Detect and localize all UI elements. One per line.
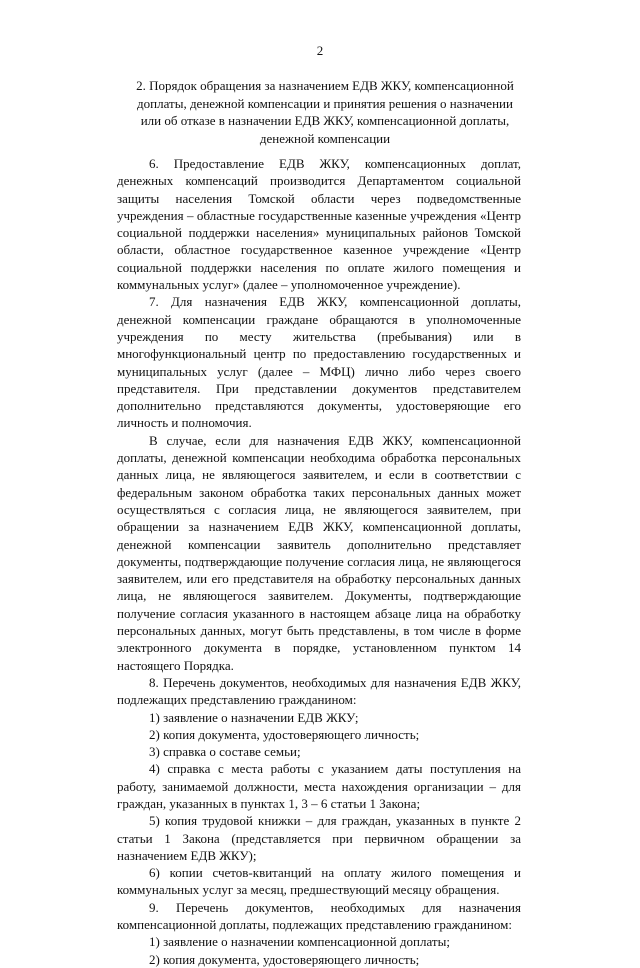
paragraph-6: 6. Предоставление ЕДВ ЖКУ, компенсационных доплат, денежных компенсаций производится Департаментом социальной защиты населения Томской области через подведомственные учреждения – областные государственные казенные учреждения «Центр социальной поддержки населения» муниципальных районов Томской области, областное государственное казенное учреждение «Центр социальной поддержки населения по оплате жилого помещения и коммунальных услуг» (далее – уполномоченное учреждение). <box>117 156 521 293</box>
body-text <box>117 155 521 968</box>
paragraph-7: 7. Для назначения ЕДВ ЖКУ, компенсационной доплаты, денежной компенсации граждане обращаются в уполномоченные учреждения по месту жительства (пребывания) или в многофункциональный центр по предоставлению государственных и муниципальных услуг (далее – МФЦ) лично либо через своего представителя. При представлении документов представителем дополнительно представляются документы, удостоверяющие его личность и полномочия. <box>117 294 521 431</box>
list-item: 2) копия документа, удостоверяющего личность; <box>149 951 420 967</box>
list-item: 6) копии счетов-квитанций на оплату жилого помещения и коммунальных услуг за месяц, предшествующий месяцу обращения. <box>117 865 521 898</box>
paragraph-9: 9. Перечень документов, необходимых для назначения компенсационной доплаты, подлежащих представлению гражданином: <box>117 899 521 933</box>
list-item: 3) справка о составе семьи; <box>149 744 301 760</box>
section-heading: 2. Порядок обращения за назначением ЕДВ ЖКУ, компенсационной доплаты, денежной компенсации и принятия решения о назначении или об отказе в назначении ЕДВ ЖКУ, компенсационной доплаты, денежной компенсации <box>136 78 514 146</box>
list-item: 5) копия трудовой книжки – для граждан, указанных в пункте 2 статьи 1 Закона (представляется при первичном обращении за назначением ЕДВ ЖКУ); <box>117 813 521 863</box>
list-item: 1) заявление о назначении ЕДВ ЖКУ; <box>149 709 359 725</box>
list-item: 2) копия документа, удостоверяющего личность; <box>149 726 420 742</box>
list-item: 1) заявление о назначении компенсационной доплаты; <box>149 934 450 950</box>
paragraph-7-consent: В случае, если для назначения ЕДВ ЖКУ, компенсационной доплаты, денежной компенсации необходима обработка персональных данных лица, не являющегося заявителем, и если в соответствии с федеральным законом обработка таких персональных данных может осуществляться с согласия лица, не являющегося заявителем, при обращении за назначением ЕДВ ЖКУ, компенсационной доплаты, денежной компенсации заявитель дополнительно представляет документы, подтверждающие получение согласия лица, не являющегося заявителем, или его представителя на обработку персональных данных лица, не являющегося заявителем. Документы, подтверждающие получение согласия указанного в настоящем абзаце лица на обработку персональных данных, могут быть представлены, в том числе в форме электронного документа в порядке, установленном пунктом 14 настоящего Порядка. <box>117 432 521 673</box>
paragraph-8: 8. Перечень документов, необходимых для назначения ЕДВ ЖКУ, подлежащих представлению гражданином: <box>117 674 521 708</box>
page-number: 2 <box>316 43 324 58</box>
list-item: 4) справка с места работы с указанием даты поступления на работу, занимаемой должности, места нахождения организации – для граждан, указанных в пунктах 1, 3 – 6 статьи 1 Закона; <box>117 761 521 811</box>
